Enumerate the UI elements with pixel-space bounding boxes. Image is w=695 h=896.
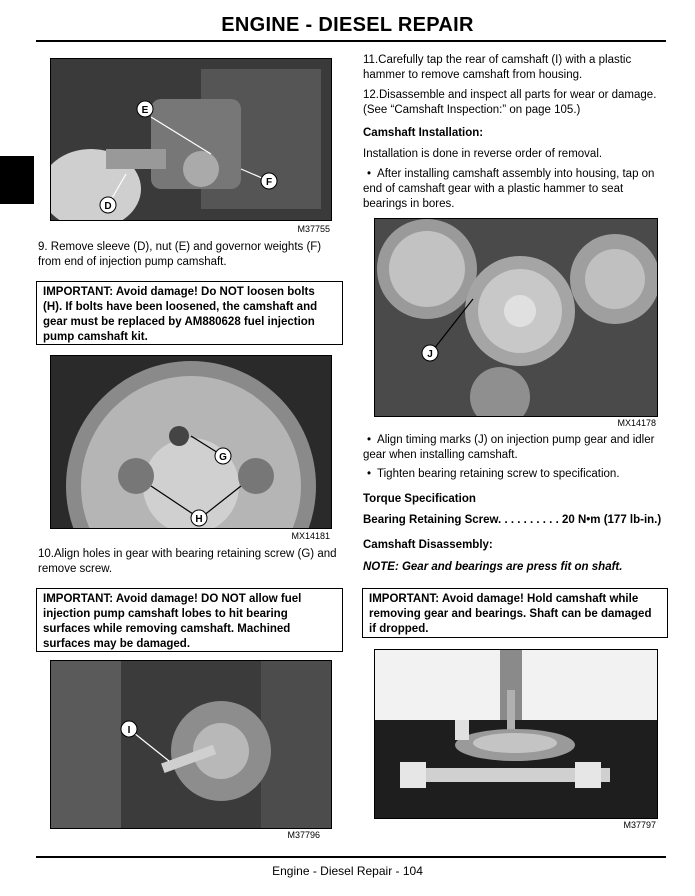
step-10: 10.Align holes in gear with bearing retaining screw (G) and remove screw. [38, 548, 337, 575]
camshaft-removal-photo-art [51, 661, 331, 828]
bullet-timing-marks [363, 433, 668, 463]
step-9: 9. Remove sleeve (D), nut (E) and governor weights (F) from end of injection pump camshaft. [38, 241, 322, 268]
torque-bearing-retaining-screw: Bearing Retaining Screw. . . . . . . . . . 20 N•m (177 lb-in.) [363, 514, 662, 526]
bullet-seat-bearings [363, 167, 668, 212]
important-box-2: IMPORTANT: Avoid damage! DO NOT allow fuel injection pump camshaft lobes to hit bearing surfaces while removing camshaft. Machined surfaces may be damaged. [36, 588, 343, 652]
callout-g: G [219, 452, 227, 463]
page-footer: Engine - Diesel Repair - 104 [272, 864, 423, 878]
governor-photo-art [51, 59, 331, 220]
step-11: 11.Carefully tap the rear of camshaft (I) with a plastic hammer to remove camshaft from housing. [363, 54, 632, 81]
important-box-3: IMPORTANT: Avoid damage! Hold camshaft while removing gear and bearings. Shaft can be damaged if dropped. [362, 588, 668, 638]
camshaft-disassembly-heading: Camshaft Disassembly: [363, 539, 493, 551]
bullet-dot: • [367, 168, 372, 180]
figure-camshaft-removal-photo [50, 660, 332, 829]
figure-id-mx14181: MX14181 [291, 531, 330, 541]
page-title: ENGINE - DIESEL REPAIR [221, 14, 474, 36]
bullet-tighten [363, 467, 668, 482]
callout-i: I [127, 725, 131, 736]
timing-gears-photo-art [375, 219, 657, 416]
figure-id-m37755: M37755 [297, 224, 330, 234]
figure-press-photo [374, 649, 658, 819]
bullet-dot: • [367, 434, 372, 446]
bullet-dot: • [367, 468, 372, 480]
press-photo-art [375, 650, 657, 818]
figure-gear-photo [50, 355, 332, 529]
callout-j: J [427, 349, 433, 360]
figure-governor-photo [50, 58, 332, 221]
footer-rule [36, 856, 666, 858]
header-rule [36, 40, 666, 42]
figure-timing-gears-photo [374, 218, 658, 417]
callout-h: H [195, 514, 203, 525]
callout-e: E [141, 105, 149, 116]
figure-id-m37797: M37797 [623, 820, 656, 830]
gear-photo-art [51, 356, 331, 528]
callout-d: D [104, 201, 112, 212]
camshaft-installation-heading: Camshaft Installation: [363, 127, 484, 139]
figure-id-mx14178: MX14178 [617, 418, 656, 428]
step-12: 12.Disassemble and inspect all parts for wear or damage. (See “Camshaft Inspection:” on page 105.) [363, 89, 657, 116]
section-tab [0, 156, 34, 204]
torque-specification-heading: Torque Specification [363, 493, 476, 505]
note-press-fit: NOTE: Gear and bearings are press fit on shaft. [363, 561, 623, 573]
installation-intro: Installation is done in reverse order of removal. [363, 148, 603, 160]
figure-id-m37796: M37796 [287, 830, 320, 840]
important-box-1: IMPORTANT: Avoid damage! Do NOT loosen bolts (H). If bolts have been loosened, the camshaft and gear must be replaced by AM880628 fuel injection pump camshaft kit. [36, 281, 343, 345]
bullet-tighten-text: Tighten bearing retaining screw to specification. [377, 468, 620, 480]
bullet-seat-bearings-text: After installing camshaft assembly into housing, tap on end of camshaft gear with a plastic hammer to seat bearings in bores. [363, 168, 655, 210]
bullet-timing-marks-text: Align timing marks (J) on injection pump gear and idler gear when installing camshaft. [363, 434, 655, 461]
callout-f: F [265, 177, 273, 188]
